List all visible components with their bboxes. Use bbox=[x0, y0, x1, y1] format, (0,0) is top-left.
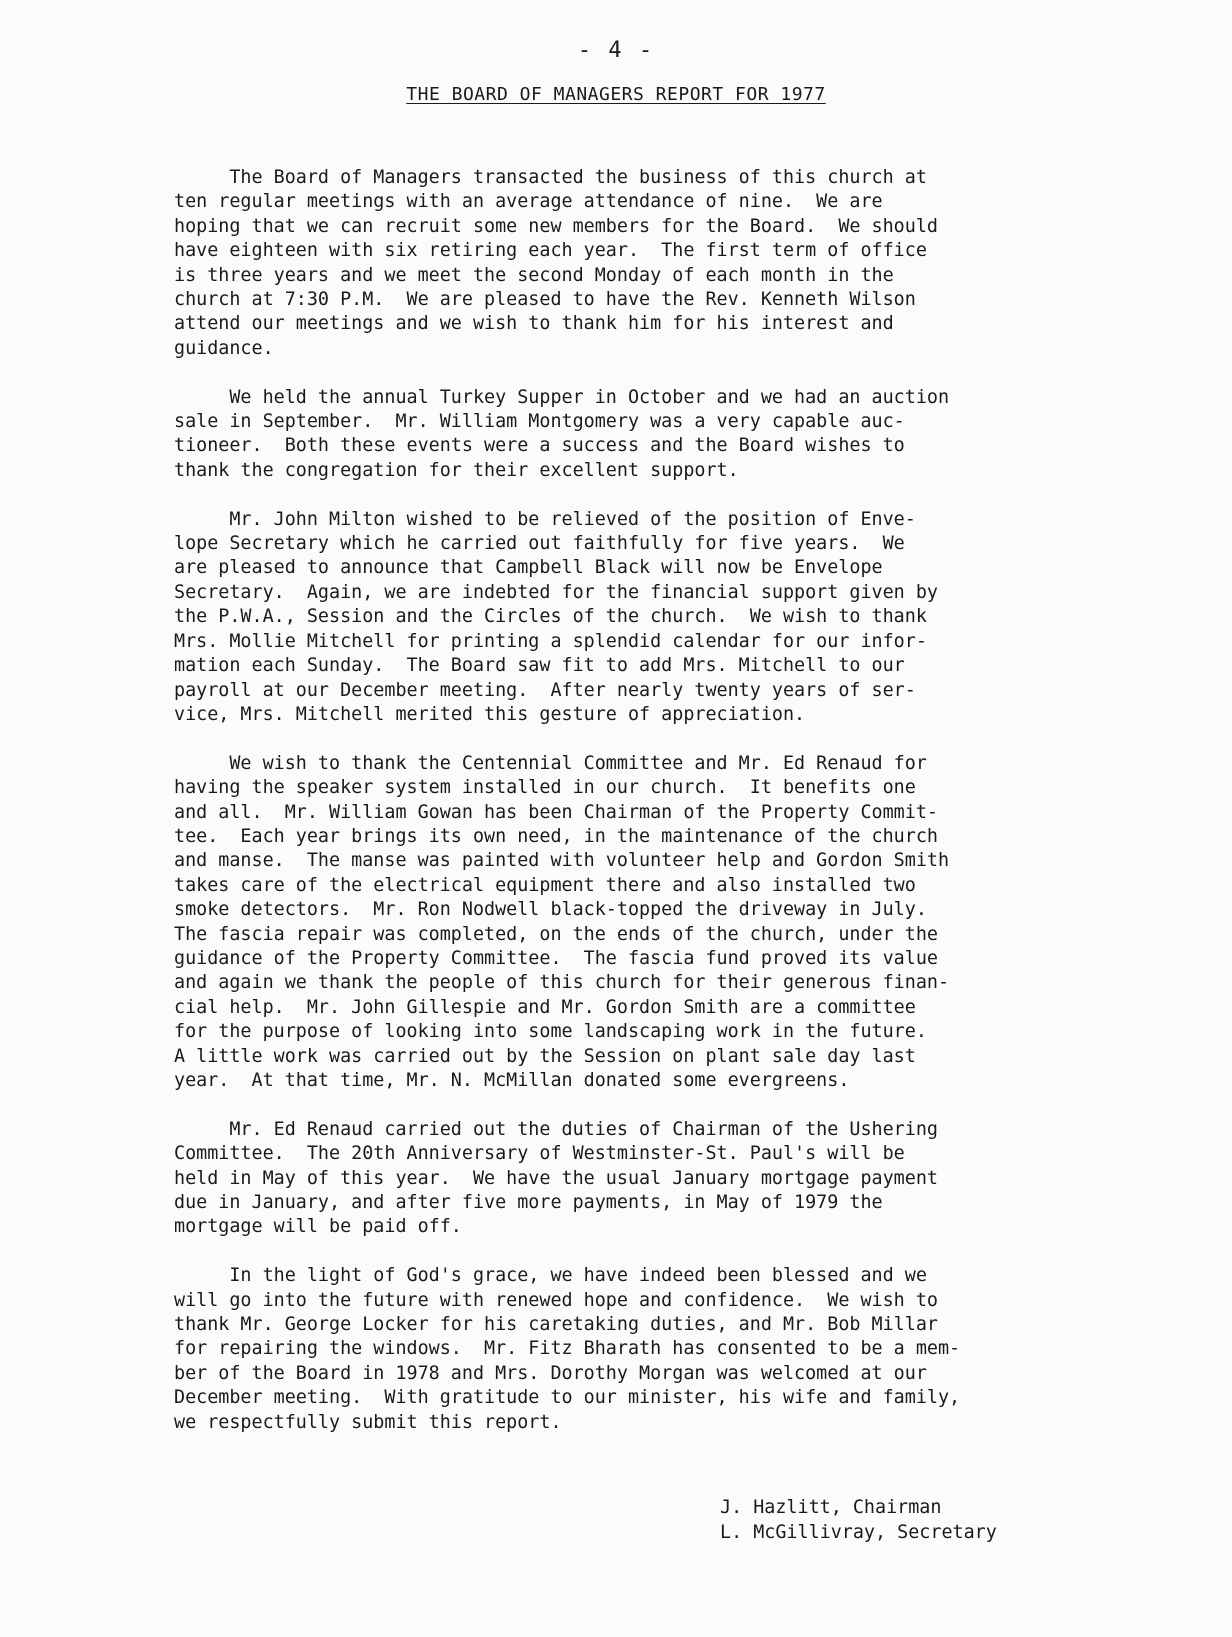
text-line: vice, Mrs. Mitchell merited this gesture of appreciation. bbox=[174, 703, 806, 725]
text-line: Mr. Ed Renaud carried out the duties of Chairman of the Ushering bbox=[174, 1118, 938, 1140]
report-body bbox=[174, 166, 1074, 1459]
text-line: having the speaker system installed in our church. It benefits one bbox=[174, 777, 916, 799]
text-line: church at 7:30 P.M. We are pleased to have the Rev. Kenneth Wilson bbox=[174, 289, 916, 311]
text-line: attend our meetings and we wish to thank him for his interest and bbox=[174, 313, 894, 335]
text-line: will go into the future with renewed hope and confidence. We wish to bbox=[174, 1289, 938, 1311]
paragraph-property bbox=[174, 752, 1074, 1094]
paragraph-ushering-mortgage bbox=[174, 1118, 1074, 1240]
paragraph-events bbox=[174, 386, 1074, 484]
text-line: takes care of the electrical equipment there and also installed two bbox=[174, 874, 916, 896]
text-line: guidance. bbox=[174, 337, 274, 359]
text-line: Committee. The 20th Anniversary of Westminster-St. Paul's will be bbox=[174, 1143, 905, 1165]
text-line: and manse. The manse was painted with volunteer help and Gordon Smith bbox=[174, 850, 950, 872]
text-line: The Board of Managers transacted the business of this church at bbox=[174, 167, 927, 188]
paragraph-meetings bbox=[174, 166, 1074, 361]
text-line: payroll at our December meeting. After nearly twenty years of ser- bbox=[174, 679, 916, 701]
signature-block bbox=[720, 1495, 997, 1545]
report-title: THE BOARD OF MANAGERS REPORT FOR 1977 bbox=[406, 84, 826, 105]
text-line: smoke detectors. Mr. Ron Nodwell black-topped the driveway in July. bbox=[174, 899, 927, 921]
text-line: We wish to thank the Centennial Committee and Mr. Ed Renaud for bbox=[174, 752, 927, 774]
text-line: mortgage will be paid off. bbox=[174, 1216, 462, 1238]
text-line: held in May of this year. We have the usual January mortgage payment bbox=[174, 1167, 938, 1189]
text-line: have eighteen with six retiring each year. The first term of office bbox=[174, 240, 927, 262]
text-line: the P.W.A., Session and the Circles of the church. We wish to thank bbox=[174, 606, 927, 628]
text-line: tee. Each year brings its own need, in the maintenance of the church bbox=[174, 825, 938, 847]
text-line: The fascia repair was completed, on the ends of the church, under the bbox=[174, 923, 938, 945]
text-line: sale in September. Mr. William Montgomery was a very capable auc- bbox=[174, 411, 905, 433]
text-line: lope Secretary which he carried out faithfully for five years. We bbox=[174, 533, 905, 555]
text-line: Secretary. Again, we are indebted for the financial support given by bbox=[174, 581, 938, 603]
paragraph-envelope-secretary bbox=[174, 508, 1074, 728]
text-line: for the purpose of looking into some landscaping work in the future. bbox=[174, 1021, 927, 1043]
page-number: - 4 - bbox=[577, 38, 655, 63]
text-line: December meeting. With gratitude to our minister, his wife and family, bbox=[174, 1387, 961, 1409]
text-line: tioneer. Both these events were a success and the Board wishes to bbox=[174, 435, 905, 457]
text-line: year. At that time, Mr. N. McMillan donated some evergreens. bbox=[174, 1069, 850, 1091]
text-line: are pleased to announce that Campbell Black will now be Envelope bbox=[174, 557, 883, 579]
text-line: ten regular meetings with an average attendance of nine. We are bbox=[174, 191, 883, 213]
signature-secretary: L. McGillivray, Secretary bbox=[720, 1522, 997, 1543]
text-line: and all. Mr. William Gowan has been Chairman of the Property Commit- bbox=[174, 801, 938, 823]
text-line: thank the congregation for their excellent support. bbox=[174, 459, 739, 481]
paragraph-closing bbox=[174, 1264, 1074, 1435]
text-line: and again we thank the people of this church for their generous finan- bbox=[174, 972, 950, 994]
text-line: mation each Sunday. The Board saw fit to add Mrs. Mitchell to our bbox=[174, 655, 905, 677]
text-line: ber of the Board in 1978 and Mrs. Dorothy Morgan was welcomed at our bbox=[174, 1362, 927, 1384]
text-line: guidance of the Property Committee. The fascia fund proved its value bbox=[174, 947, 938, 969]
text-line: thank Mr. George Locker for his caretaking duties, and Mr. Bob Millar bbox=[174, 1314, 938, 1336]
text-line: A little work was carried out by the Session on plant sale day last bbox=[174, 1045, 916, 1067]
text-line: is three years and we meet the second Monday of each month in the bbox=[174, 264, 894, 286]
signature-chairman: J. Hazlitt, Chairman bbox=[720, 1497, 942, 1518]
text-line: due in January, and after five more payments, in May of 1979 the bbox=[174, 1192, 883, 1213]
text-line: we respectfully submit this report. bbox=[174, 1411, 562, 1433]
text-line: Mr. John Milton wished to be relieved of the position of Enve- bbox=[174, 508, 916, 530]
text-line: Mrs. Mollie Mitchell for printing a splendid calendar for our infor- bbox=[174, 630, 927, 652]
text-line: hoping that we can recruit some new members for the Board. We should bbox=[174, 215, 938, 237]
text-line: cial help. Mr. John Gillespie and Mr. Gordon Smith are a committee bbox=[174, 996, 916, 1018]
text-line: In the light of God's grace, we have indeed been blessed and we bbox=[174, 1265, 927, 1287]
text-line: We held the annual Turkey Supper in October and we had an auction bbox=[174, 386, 950, 408]
text-line: for repairing the windows. Mr. Fitz Bharath has consented to be a mem- bbox=[174, 1338, 961, 1360]
